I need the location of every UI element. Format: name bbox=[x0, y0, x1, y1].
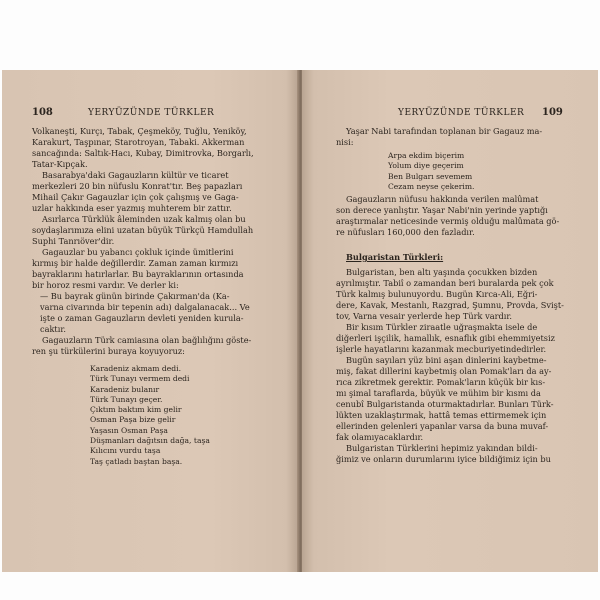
text-line: sancağında: Saltık-Hacı, Kubay, Dimitrovka, Borgarlı, bbox=[32, 148, 254, 158]
left-page bbox=[2, 70, 298, 572]
poem-line: Yaşasın Osman Paşa bbox=[90, 425, 168, 435]
right-page bbox=[302, 70, 598, 572]
right-mani-poem bbox=[388, 150, 474, 191]
text-line: Tatar-Kıpçak. bbox=[32, 159, 88, 169]
text-line: ğimiz ve onların durumlarını iyice bildiğimiz için bu bbox=[336, 454, 551, 464]
text-line: bayraklarını hatırlarlar. Bu bayraklarının ortasında bbox=[32, 269, 244, 279]
text-line: Volkaneşti, Kurçı, Tabak, Çeşmeköy, Tuğlu, Yeniköy, bbox=[32, 126, 247, 136]
text-line: araştırmalar neticesinde vermiş olduğu malûmata gö- bbox=[336, 216, 560, 226]
text-line: son derece yanlıştır. Yaşar Nabi'nin yerinde yaptığı bbox=[336, 205, 548, 215]
text-line: cenubî Bulgaristanda oturmaktadırlar. Bunları Türk- bbox=[336, 399, 554, 409]
right-intro bbox=[336, 126, 542, 148]
text-line: nisi: bbox=[336, 137, 354, 147]
text-line: işlerle hayatlarını kazanmak mecburiyetindedirler. bbox=[336, 344, 547, 354]
text-line: Mihail Çakır Gagauzlar için çok çalışmış ve Gaga- bbox=[32, 192, 239, 202]
right-running-head: YERYÜZÜNDE TÜRKLER bbox=[398, 108, 525, 118]
text-line: caktır. bbox=[40, 324, 66, 334]
left-running-head: YERYÜZÜNDE TÜRKLER bbox=[88, 108, 215, 118]
right-page-number: 109 bbox=[542, 107, 563, 118]
text-line: ren şu türkülerini buraya koyuyoruz: bbox=[32, 346, 185, 356]
text-line: kırmış bir halde değillerdir. Zaman zaman kırmızı bbox=[32, 258, 239, 268]
text-line: — Bu bayrak günün birinde Çakırman'da (Ka- bbox=[40, 291, 230, 301]
text-line: Gagauzların nüfusu hakkında verilen malûmat bbox=[346, 194, 539, 204]
left-poem bbox=[90, 363, 210, 466]
text-line: Yaşar Nabi tarafından toplanan bir Gagauz ma- bbox=[346, 126, 543, 136]
open-book bbox=[2, 70, 598, 572]
poem-line: Ben Bulgarı sevemem bbox=[388, 171, 473, 181]
text-line: rıca zikretmek gerektir. Pomak'ların küçük bir kıs- bbox=[336, 377, 546, 387]
text-line: Bulgaristan Türklerini hepimiz yakından bildi- bbox=[346, 443, 538, 453]
text-line: Karakurt, Taşpınar, Starotroyan, Tabaki. Akkerman bbox=[32, 137, 245, 147]
text-line: miş, fakat dillerini kaybetmiş olan Pomak'ları da ay- bbox=[336, 366, 552, 376]
text-line: uzlar hakkında eser yazmış muhterem bir zattır. bbox=[32, 203, 232, 213]
text-line: diğerleri işçilik, hamallık, esnaflık gibi ehemmiyetsiz bbox=[336, 333, 555, 343]
text-line: tov, Varna vesair yerlerde hep Türk vardır. bbox=[336, 311, 512, 321]
text-line: Asırlarca Türklük âleminden uzak kalmış olan bu bbox=[42, 214, 246, 224]
text-line: Gagauzların Türk camiasına olan bağlılığını göste- bbox=[42, 335, 252, 345]
text-line: fak olamıyacaklardır. bbox=[336, 432, 424, 442]
left-page-number: 108 bbox=[32, 107, 53, 118]
text-line: Bulgaristan, ben altı yaşında çocukken bizden bbox=[346, 267, 538, 277]
text-line: soydaşlarımıza elini uzatan büyük Türkçü Hamdullah bbox=[32, 225, 254, 235]
right-population-text bbox=[336, 194, 559, 238]
poem-line: Kılıcını vurdu taşa bbox=[90, 446, 161, 456]
text-line: varna civarında bir tepenin adı) dalgalanacak... Ve bbox=[40, 302, 250, 312]
text-line: Suphi Tanrıöver'dir. bbox=[32, 236, 115, 246]
poem-line: Karadeniz akmam dedi. bbox=[90, 364, 181, 373]
text-line: re nüfusları 160,000 den fazladır. bbox=[336, 227, 475, 237]
text-line: Bir kısım Türkler ziraatle uğraşmakta isele de bbox=[346, 322, 538, 332]
text-line: merkezleri 20 bin nüfuslu Konrat'tır. Beş papazları bbox=[32, 181, 243, 191]
poem-line: Arpa ekdim biçerim bbox=[388, 151, 465, 160]
text-line: mı şimal taraflarda, büyük ve mühim bir kısmı da bbox=[336, 388, 541, 398]
text-line: bir horoz resmi vardır. Ve derler ki: bbox=[32, 280, 179, 290]
poem-line: Türk Tunayı vermem dedi bbox=[90, 374, 190, 384]
poem-line: Osman Paşa bize gelir bbox=[90, 415, 176, 425]
text-line: işte o zaman Gagauzların devleti yeniden kurula- bbox=[40, 313, 244, 323]
text-line: ayrılmıştır. Tabiî o zamandan beri buralarda pek çok bbox=[336, 278, 554, 288]
poem-line: Yolum diye geçerim bbox=[388, 161, 464, 171]
text-line: Bugün sayıları yüz bini aşan dinlerini kaybetme- bbox=[346, 355, 547, 365]
text-line: ellerinden gelenleri yapanlar varsa da buna muvaf- bbox=[336, 421, 549, 431]
text-line: Gagauzlar bu yabancı çokluk içinde ümitlerini bbox=[42, 247, 234, 257]
section-title: Bulgaristan Türkleri: bbox=[346, 252, 444, 262]
poem-line: Karadeniz bulanır bbox=[90, 384, 160, 394]
poem-line: Düşmanları dağıtsın dağa, taşa bbox=[90, 436, 210, 446]
poem-line: Cezam neyse çekerim. bbox=[388, 181, 475, 191]
right-body-text bbox=[336, 267, 564, 465]
poem-line: Taş çatladı baştan başa. bbox=[90, 456, 183, 466]
poem-line: Türk Tunayı geçer. bbox=[90, 394, 163, 404]
text-line: lükten uzaklaştırmak, hattâ temas ettirmemek için bbox=[336, 410, 547, 420]
poem-line: Çıktım baktım kim gelir bbox=[90, 405, 182, 415]
left-body-text bbox=[32, 126, 254, 357]
text-line: Türk kalmış bulunuyordu. Bugün Kırca-Ali, Eğri- bbox=[336, 289, 538, 299]
text-line: Basarabya'daki Gagauzların kültür ve ticaret bbox=[42, 170, 229, 180]
text-line: dere, Kavak, Mestanlı, Razgrad, Şumnu, Provda, Svişt- bbox=[336, 300, 564, 310]
